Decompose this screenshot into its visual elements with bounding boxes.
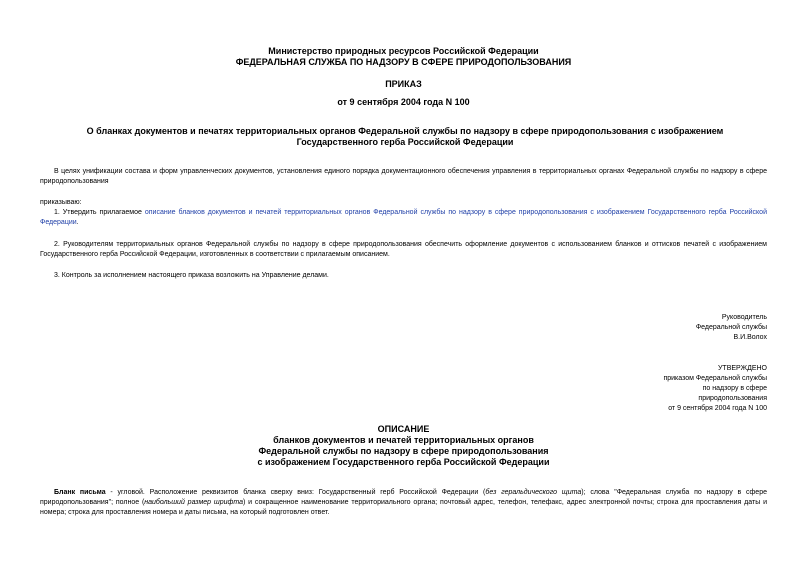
blank-letter-italic-1: без геральдического щита xyxy=(485,489,582,496)
service-name: ФЕДЕРАЛЬНАЯ СЛУЖБА ПО НАДЗОРУ В СФЕРЕ ПРИРОДОПОЛЬЗОВАНИЯ xyxy=(235,57,572,67)
item-1-paragraph xyxy=(40,208,767,228)
blank-letter-part-3: ) и сокращенное наименование территориального органа; почтовый адрес, телефон, телефакс, адрес электронной почты; строка для проставления даты и номера; строка для проставления номера и даты письма, на который подготовлен ответ. xyxy=(40,499,767,516)
blank-letter-paragraph xyxy=(40,488,767,518)
approved-line-5: от 9 сентября 2004 года N 100 xyxy=(668,405,767,412)
signature-name: В.И.Волох xyxy=(733,334,767,341)
blank-letter-italic-2: наибольший размер шрифта xyxy=(144,499,244,506)
ministry-name: Министерство природных ресурсов Российской Федерации xyxy=(268,46,539,56)
description-link[interactable]: описание бланков документов и печатей территориальных органов Федеральной службы по надзору в сфере природопользования с изображением Государственного герба Российской Федерации xyxy=(40,209,767,226)
document-type: ПРИКАЗ xyxy=(385,79,422,89)
preamble-paragraph: В целях унификации состава и форм управленческих документов, установления единого порядка документационного обеспечения управления в территориальных органах Федеральной службы по надзору в сфере природопользования xyxy=(40,168,767,185)
description-line-3: с изображением Государственного герба Российской Федерации xyxy=(257,457,550,467)
signature-org: Федеральной службы xyxy=(695,324,767,331)
item-1-prefix: 1. Утвердить прилагаемое xyxy=(54,209,145,216)
document-title: О бланках документов и печатях территориальных органов Федеральной службы по надзору в сфере природопользования с изображением Государственного герба Российской Федерации xyxy=(86,126,724,147)
approved-line-2: приказом Федеральной службы xyxy=(663,375,767,382)
blank-letter-part-1: - угловой. Расположение реквизитов бланка сверху вниз: Государственный герб Российской Федерации ( xyxy=(105,489,486,496)
item-3-paragraph: 3. Контроль за исполнением настоящего приказа возложить на Управление делами. xyxy=(54,272,329,279)
blank-letter-term: Бланк письма xyxy=(54,489,106,496)
document-date-number: от 9 сентября 2004 года N 100 xyxy=(337,97,470,107)
signature-title: Руководитель xyxy=(721,314,767,321)
description-line-1: бланков документов и печатей территориальных органов xyxy=(273,435,534,445)
order-word: приказываю: xyxy=(40,199,82,206)
description-line-2: Федеральной службы по надзору в сфере природопользования xyxy=(258,446,549,456)
approved-line-3: по надзору в сфере xyxy=(702,385,767,392)
approved-line-4: природопользования xyxy=(698,395,767,402)
approved-label: УТВЕРЖДЕНО xyxy=(717,365,767,372)
item-2-paragraph: 2. Руководителям территориальных органов Федеральной службы по надзору в сфере природопользования обеспечить оформление документов с использованием бланков и оттисков печатей с изображением Государственного герба Российской Федерации, изготовленных в соответствии с прилагаемым описанием. xyxy=(40,241,767,258)
item-1-suffix: . xyxy=(76,219,79,226)
description-heading: ОПИСАНИЕ xyxy=(377,424,430,434)
blank-letter-part-2: ); слова "Федеральная служба по надзору в сфере природопользования"; полное ( xyxy=(40,489,767,506)
